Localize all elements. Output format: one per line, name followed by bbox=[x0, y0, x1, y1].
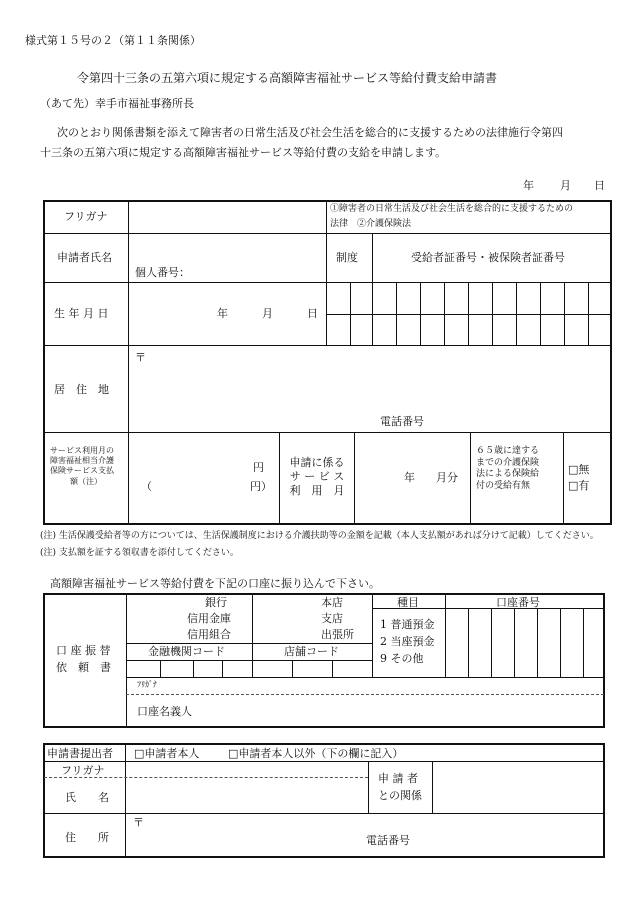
dob-year: 年 bbox=[217, 307, 228, 320]
address-label: 居 住 地 bbox=[54, 383, 109, 396]
certificate-number-label: 受給者証番号・被保険者証番号 bbox=[411, 251, 565, 264]
submitter-self-checkbox[interactable]: □申請者本人 bbox=[134, 747, 200, 760]
account-type-label: 種目 bbox=[397, 596, 419, 609]
submitter-relation-line-1: 申 請 者 bbox=[378, 772, 418, 785]
paren-yen-unit: 円） bbox=[250, 480, 272, 493]
postal-mark: 〒 bbox=[135, 351, 146, 364]
transfer-request-line-2: 依 頼 書 bbox=[56, 661, 111, 674]
yen-unit: 円 bbox=[253, 461, 264, 474]
account-type-current: 2 当座預金 bbox=[380, 635, 435, 648]
service-month-label: 申請に係る サ ー ビ ス 利 用 月 bbox=[289, 456, 345, 498]
furigana-label: フリガナ bbox=[64, 210, 108, 223]
form-title: 令第四十三条の五第六項に規定する高額障害福祉サービス等給付費支給申請書 bbox=[77, 71, 498, 85]
bank-type-kumiai: 信用組合 bbox=[187, 628, 231, 641]
paren-open: （ bbox=[141, 480, 152, 493]
receipt-yes-checkbox[interactable]: □有 bbox=[568, 479, 590, 492]
submitter-phone-label: 電話番号 bbox=[366, 834, 410, 847]
account-holder-furigana: ﾌﾘｶﾞﾅ bbox=[137, 680, 157, 689]
bank-type-bank: 銀行 bbox=[205, 596, 227, 609]
account-number-label: 口座番号 bbox=[496, 596, 540, 609]
dob-day: 日 bbox=[307, 307, 318, 320]
payment-amount-label: サービス利用月の 障害福祉相当介護 保険サービス支払 額（注） bbox=[50, 446, 114, 486]
submitter-furigana-label: フリガナ bbox=[61, 764, 105, 777]
branch-code-label: 店舗コード bbox=[284, 645, 339, 658]
submitter-relation-line-2: との関係 bbox=[378, 789, 422, 802]
date-month: 月 bbox=[560, 179, 571, 192]
account-type-other: 9 その他 bbox=[380, 652, 424, 665]
branch-type-office: 出張所 bbox=[321, 628, 354, 641]
branch-type-main: 本店 bbox=[321, 596, 343, 609]
account-type-ordinary: 1 普通預金 bbox=[380, 618, 435, 631]
age65-label: ６５歳に達する までの介護保険 法による保険給 付の受給有無 bbox=[476, 446, 540, 491]
phone-label: 電話番号 bbox=[380, 415, 424, 428]
law-note-line-2: 法律 ②介護保険法 bbox=[330, 219, 412, 229]
receipt-none-checkbox[interactable]: □無 bbox=[568, 463, 590, 476]
date-year: 年 bbox=[523, 179, 534, 192]
date-of-birth-label: 生 年 月 日 bbox=[54, 307, 109, 320]
bank-heading: 高額障害福祉サービス等給付費を下記の口座に振り込んで下さい。 bbox=[50, 577, 380, 590]
note-2: (注) 支払額を証する領収書を添付してください。 bbox=[40, 548, 239, 558]
submitter-address-label: 住 所 bbox=[65, 831, 109, 844]
applicant-name-label: 申請者氏名 bbox=[57, 251, 112, 264]
dob-month: 月 bbox=[262, 307, 273, 320]
intro-line-1: 次のとおり関係書類を添えて障害者の日常生活及び社会生活を総合的に支援するための法律施行令第四 bbox=[57, 126, 563, 139]
addressee: （あて先）幸手市福祉事務所長 bbox=[40, 97, 194, 110]
bank-type-shinkin: 信用金庫 bbox=[187, 612, 231, 625]
service-year: 年 bbox=[404, 471, 415, 484]
branch-type-branch: 支店 bbox=[321, 612, 343, 625]
transfer-request-line-1: 口 座 振 替 bbox=[56, 644, 111, 657]
service-month-suffix: 月分 bbox=[436, 471, 458, 484]
law-note-line-1: ①障害者の日常生活及び社会生活を総合的に支援するための bbox=[330, 204, 574, 214]
date-day: 日 bbox=[594, 179, 605, 192]
intro-line-2: 十三条の五第六項に規定する高額障害福祉サービス等給付費の支給を申請します。 bbox=[40, 146, 447, 159]
submitter-postal-mark: 〒 bbox=[133, 816, 144, 829]
note-1: (注) 生活保護受給者等の方については、生活保護制度における介護扶助等の金額を記載（本人支払額があれば分けて記載）してください。 bbox=[40, 531, 599, 541]
submitter-label: 申請書提出者 bbox=[47, 747, 113, 760]
submitter-name-label: 氏 名 bbox=[65, 791, 109, 804]
form-number: 様式第１５号の２（第１１条関係） bbox=[25, 34, 201, 47]
individual-number-label: 個人番号： bbox=[135, 266, 190, 279]
system-label: 制度 bbox=[336, 251, 358, 264]
account-holder-label: 口座名義人 bbox=[137, 705, 192, 718]
submitter-other-checkbox[interactable]: □申請者本人以外（下の欄に記入） bbox=[228, 747, 404, 760]
bank-code-label: 金融機関コード bbox=[148, 645, 225, 658]
